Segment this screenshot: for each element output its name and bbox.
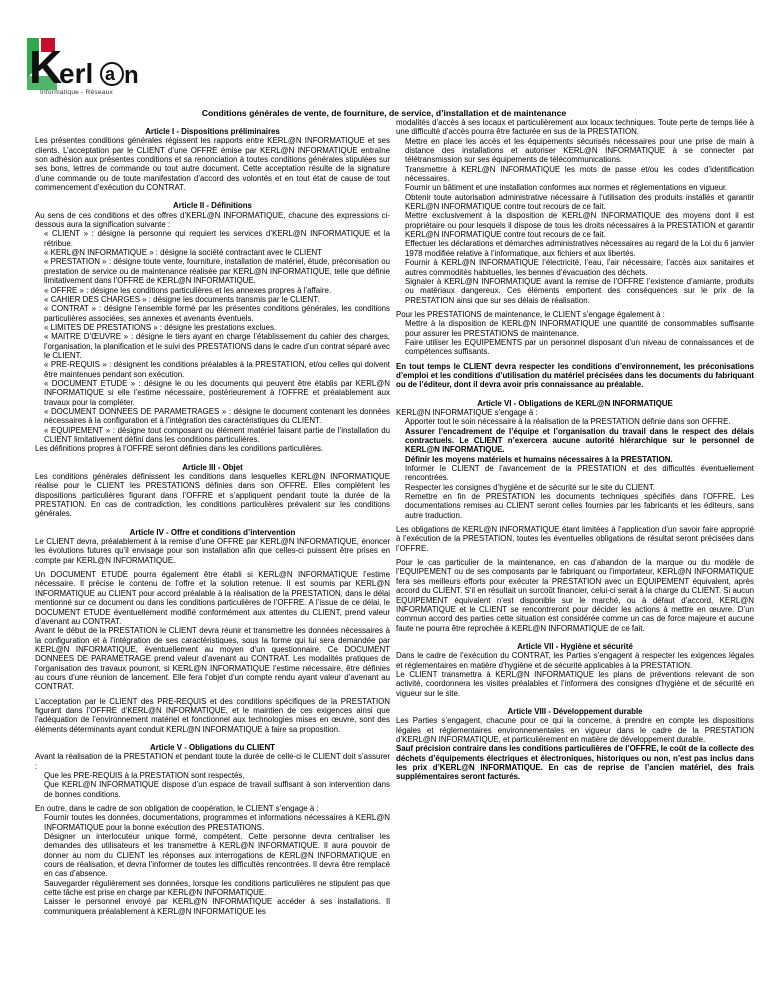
paragraph: En outre, dans le cadre de son obligation de coopération, le CLIENT s’engage à :: [35, 804, 319, 814]
paragraph: Le CLIENT transmettra à KERL@N INFORMATIQUE les plans de préventions relevant de son activité, coordonnera les visites préalables et l’informera des consignes d’hygiène et de sécurité en vigueur sur le site.: [396, 669, 754, 698]
paragraph: Un DOCUMENT ETUDE pourra également être établi si KERL@N INFORMATIQUE l’estime nécessaire. Il précise le contenu de l’offre et la solution retenue. Il est soumis par KERL@N INFORMATIQUE au CLIENT pour accord préalable à la réalisation de la PRESTATION, dans le délai mentionné sur ce document ou dans les conditions particulières de l’OFFRE. A l’issue de ce délai, le DOCUMENT ETUDE éventuellement modifié conformément aux attentes du CLIENT, prend valeur d’avenant au CONTRAT.: [35, 570, 390, 626]
paragraph: Respecter les consignes d’hygiène et de sécurité sur le site du CLIENT.: [405, 482, 655, 492]
paragraph: Transmettre à KERL@N INFORMATIQUE les mots de passe et/ou les codes d’identification nécessaires.: [405, 164, 754, 184]
article-heading: Article VII - Hygiène et sécurité: [517, 641, 633, 651]
article-heading: Article IV - Offre et conditions d’intervention: [129, 527, 296, 537]
paragraph: Le CLIENT devra, préalablement à la remise d’une OFFRE par KERL@N INFORMATIQUE, énoncer les évolutions futures qu’il envisage pour son installation afin que celles-ci puissent être prises en compte par KERL@N INFORMATIQUE.: [35, 537, 390, 565]
paragraph: « LIMITES DE PRESTATIONS » : désigne les prestations exclues.: [44, 322, 277, 332]
paragraph: Dans le cadre de l’exécution du CONTRAT, les Parties s’engagent à respecter les exigences légales et réglementaires en matière d’hygiène et de sécurité applicables à la PRESTATION.: [396, 651, 754, 670]
article-heading: Article III - Objet: [182, 462, 243, 472]
svg-text:K: K: [29, 41, 63, 93]
paragraph: Les obligations de KERL@N INFORMATIQUE étant limitées à l’application d’un savoir faire approprié à l’exécution de la PRESTATION, toutes les éventuelles obligations de résultat seront précisées dans l’OFFRE.: [396, 525, 754, 553]
paragraph: KERL@N INFORMATIQUE s’engage à :: [396, 407, 538, 417]
paragraph: Effectuer les déclarations et démarches administratives nécessaires au regard de la Loi du 6 janvier 1978 modifiée relative à l’informatique, aux fichiers et aux libertés.: [405, 239, 754, 258]
paragraph: « MAITRE D’ŒUVRE » : désigne le tiers ayant en charge l’établissement du cahier des charges, l’organisation, la planification et le suivi des PRESTATIONS dans le cadre d’un contrat séparé avec le CLIENT.: [44, 332, 390, 360]
paragraph: « CLIENT » : désigne la personne qui requiert les services d’KERL@N INFORMATIQUE et la rétribue.: [44, 229, 390, 248]
paragraph: Avant le début de la PRESTATION le CLIENT devra réunir et transmettre les données nécessaires à la configuration et à l’intégration de ses caractéristiques, sous la forme qui lui sera demandée par KERL@N INFORMATIQUE, éventuellement au moyen d’un questionnaire. Ce DOCUMENT DONNEES DE PARAMETRAGE prend valeur d’avenant au CONTRAT. Les modalités pratiques de l’organisation des travaux pourront, si KERL@N INFORMATIQUE l’estime nécessaire, être définies au cours d’une réunion de lancement. Elle fera l’objet d’un compte rendu ayant valeur d’avenant au CONTRAT.: [35, 626, 390, 692]
paragraph: Les définitions propres à l’OFFRE seront définies dans les conditions particulières.: [35, 444, 324, 454]
paragraph: Mettre en place les accès et les équipements sécurisés nécessaires pour une prise de main à distance des installations et autoriser KERL@N INFORMATIQUE à se connecter par télétransmission sur ses équipements de télécommunications.: [405, 136, 754, 165]
svg-text:n: n: [124, 62, 139, 89]
paragraph: En tout temps le CLIENT devra respecter les conditions d’environnement, les préconisations d’emploi et les conditions d’utilisation du matériel précisées dans les documents du fabriquant ou de l’éditeur, dont il devra avoir pris connaissance au préalable.: [396, 361, 754, 390]
logo-tagline: Informatique - Réseaux: [40, 89, 113, 96]
right-column: [396, 118, 754, 782]
article-heading: Article VI - Obligations de KERL@N INFORMATIQUE: [477, 398, 673, 408]
paragraph: Que les PRE-REQUIS à la PRESTATION sont respectés,: [44, 771, 245, 780]
paragraph: Les conditions générales définissent les conditions dans lesquelles KERL@N INFORMATIQUE réalise pour le CLIENT les PRESTATIONS définies dans son OFFRE. Elles complètent les dispositions particulières figurant dans l’OFFRE et s’appliquent pendant toute la durée de la PRESTATION. En cas de contradiction, les conditions particulières prévalent sur les conditions générales.: [35, 472, 390, 519]
paragraph: Sauvegarder régulièrement ses données, lorsque les conditions particulières ne stipulent pas que cette tâche est prise en charge par KERL@N INFORMATIQUE.: [44, 878, 390, 898]
paragraph: Signaler à KERL@N INFORMATIQUE avant la remise de l’OFFRE l’existence d’amiante, produits ou matériaux dangereux. Ces éléments emportent des conséquences sur le prix de la PRESTATION ainsi que sur ses délais de réalisation.: [405, 276, 754, 305]
paragraph: L’acceptation par le CLIENT des PRE-REQUIS et des conditions spécifiques de la PRESTATION figurant dans l’OFFRE d’KERL@N INFORMATIQUE, et le maintien de ces exigences ainsi que l’adéquation de l’environnement matériel et fonctionnel aux technologies mises en œuvre, sont des éléments déterminants ayant conduit KERL@N INFORMATIQUE à faire sa proposition.: [35, 696, 390, 734]
paragraph: « EQUIPEMENT » : désigne tout composant ou élément matériel faisant partie de l’installation du CLIENT limitativement défini dans les conditions particulières.: [44, 425, 390, 444]
paragraph: Définir les moyens matériels et humains nécessaires à la PRESTATION.: [405, 454, 673, 464]
paragraph: Assurer l’encadrement de l’équipe et l’organisation du travail dans le respect des délais contractuels. Le CLIENT n’exercera aucune autorité hiérarchique sur le personnel de KERL@N INFORMATIQUE.: [405, 426, 754, 455]
paragraph: Que KERL@N INFORMATIQUE dispose d’un espace de travail suffisant à son intervention dans de bonnes conditions.: [44, 780, 390, 799]
paragraph: Avant la réalisation de la PRESTATION et pendant toute la durée de celle-ci le CLIENT doit s’assurer :: [35, 752, 390, 771]
paragraph: Pour le cas particulier de la maintenance, en cas d’abandon de la marque ou du modèle de l’EQUIPEMENT ou de ses composants par le fabriquant ou l’importateur, KERL@N INFORMATIQUE fera ses meilleurs efforts pour exécuter la PRESTATION avec un EQUIPEMENT équivalent, après accord du CLIENT. S’il en résultait un surcoût financier, celui-ci serait à la charge du CLIENT. Si aucun EQUIPEMENT équivalent n’est disponible sur le marché, ou à défaut d’accord, KERL@N INFORMATIQUE et le CLIENT se rencontreront pour décider les actions à mettre en œuvre. D’un commun accord des parties cette situation est considérée comme un cas de force majeure et aucune faute ne pourra être reprochée à KERL@N INFORMATIQUE de ce fait.: [396, 558, 754, 633]
paragraph: Désigner un interlocuteur unique formé, compétent. Cette personne devra centraliser les demandes des utilisateurs et les transmettre à KERL@N INFORMATIQUE. Il aura pouvoir de donner au nom du CLIENT les réponses aux interrogations de KERL@N INFORMATIQUE en cours de réalisation, et devra l’informer de toutes les difficultés rencontrées. Il devra être remplacé en cas d’absence.: [44, 832, 390, 879]
article-heading: Article VIII - Développement durable: [507, 706, 643, 716]
article-heading: Article II - Définitions: [173, 201, 252, 211]
paragraph: « OFFRE » : désigne les conditions particulières et les annexes propres à l’affaire.: [44, 285, 332, 295]
article-heading: Article V - Obligations du CLIENT: [150, 742, 275, 752]
paragraph: « DOCUMENT ETUDE » : désigne le ou les documents qui peuvent être établis par KERL@N INFORMATIQUE si elle l’estime nécessaire, postérieurement à l’OFFRE et préalablement aux travaux pour la compléter.: [44, 378, 390, 407]
paragraph: Mettre à la disposition de KERL@N INFORMATIQUE une quantité de consommables suffisante pour assurer les PRESTATIONS de maintenance.: [405, 319, 754, 338]
paragraph: Informer le CLIENT de l’avancement de la PRESTATION et des difficultés éventuellement rencontrées.: [405, 464, 754, 483]
paragraph: « CAHIER DES CHARGES » : désigne les documents transmis par le CLIENT.: [44, 294, 320, 304]
paragraph: Apporter tout le soin nécessaire à la réalisation de la PRESTATION définie dans son OFFRE.: [405, 417, 731, 427]
paragraph: Fournir toutes les données, documentations, programmes et informations nécessaires à KERL@N INFORMATIQUE pour la bonne exécution des PRESTATIONS.: [44, 813, 390, 832]
svg-text:erl: erl: [59, 58, 94, 89]
paragraph: « PRE-REQUIS » : désignent les conditions préalables à la PRESTATION, et/ou celles qui doivent être maintenues pendant son exécution.: [44, 360, 390, 379]
paragraph: « PRESTATION » : désigne toute vente, fourniture, installation de matériel, étude, préconisation ou prestation de service ou de maintenance réalisée par KERL@N INFORMATIQUE, telle que définie limitativement dans l’OFFRE de KERL@N INFORMATIQUE.: [44, 257, 390, 286]
paragraph: « CONTRAT » : désigne l’ensemble formé par les présentes conditions générales, les conditions particulières associées, ses annexes et avenants éventuels.: [44, 304, 390, 323]
left-column: [35, 118, 390, 916]
svg-text:a: a: [105, 64, 116, 84]
paragraph: modalités d’accès à ses locaux et particulièrement aux locaux techniques. Toute perte de temps liée à une difficulté d’accès pourra être facturée en sus de la PRESTATION.: [396, 118, 754, 137]
paragraph: Laisser le personnel envoyé par KERL@N INFORMATIQUE accéder à ses installations. Il communiquera préalablement à KERL@N INFORMATIQUE les: [44, 897, 390, 916]
paragraph: Fournir à KERL@N INFORMATIQUE l’électricité, l’eau, l’air nécessaire, l’accès aux sanitaires et autres commodités habituelles, les bennes d’évacuation des déchets.: [405, 258, 754, 277]
paragraph: Faire utiliser les EQUIPEMENTS par un personnel disposant d’un niveau de connaissances et de compétences suffisants.: [405, 337, 754, 357]
paragraph: Fournir un bâtiment et une installation conformes aux normes et réglementations en vigueur.: [405, 183, 728, 193]
paragraph: Pour les PRESTATIONS de maintenance, le CLIENT s’engage également à :: [396, 309, 665, 319]
paragraph: Mettre exclusivement à la disposition de KERL@N INFORMATIQUE des moyens dont il est propriétaire ou pour lesquels il dispose de tous les droits nécessaires à la PRESTATION et garantir KERL@N INFORMATIQUE contre tout recours de ce fait.: [405, 211, 754, 240]
paragraph: Sauf précision contraire dans les conditions particulières de l’OFFRE, le coût de la collecte des déchets d’équipements électriques et électroniques, historiques ou non, n’est pas inclus dans les prix d’KERL@N INFORMATIQUE. En cas de reprise de l’ancien matériel, des frais supplémentaires seront facturés.: [396, 744, 754, 782]
paragraph: Remettre en fin de PRESTATION les documents techniques spécifiés dans l’OFFRE. Les documentations remises au CLIENT seront celles fournies par les fabricants et les éditeurs, sans autre traduction.: [405, 492, 754, 520]
paragraph: Les Parties s’engagent, chacune pour ce qui la concerne, à prendre en compte les dispositions légales et réglementaires environnementales en vigueur dans le cadre de la PRESTATION d’KERL@N INFORMATIQUE, et particulièrement en matière de développement durable.: [396, 716, 754, 744]
paragraph: Obtenir toute autorisation administrative nécessaire à l’utilisation des produits installés et garantir KERL@N INFORMATIQUE contre tout recours de ce fait.: [405, 192, 754, 212]
document-title: Conditions générales de vente, de fourniture, de service, d’installation et de maintenance: [201, 108, 567, 118]
paragraph: Les présentes conditions générales régissent les rapports entre KERL@N INFORMATIQUE et ses clients. L’acceptation par le CLIENT d’une OFFRE émise par KERL@N INFORMATIQUE entraîne son adhésion aux présentes conditions et sa renonciation à toutes conditions générales stipulées sur ses bons, lettres de commande ou tout autre document. Cette acceptation résulte de la signature d’une commande ou de toute manifestation d’accord des volontés et en tout état de cause de tout commencement d’exécution du CONTRAT.: [35, 136, 390, 193]
paragraph: « KERL@N INFORMATIQUE » : désigne la société contractant avec le CLIENT: [44, 248, 323, 258]
paragraph: Au sens de ces conditions et des offres d’KERL@N INFORMATIQUE, chacune des expressions ci- dessous aura la signification suivante :: [35, 210, 390, 230]
article-heading: Article I - Dispositions préliminaires: [145, 127, 280, 136]
paragraph: « DOCUMENT DONNEES DE PARAMETRAGES » : désigne le document contenant les données nécessaires à la configuration et à l’intégration des caractéristiques du CLIENT.: [44, 406, 390, 426]
